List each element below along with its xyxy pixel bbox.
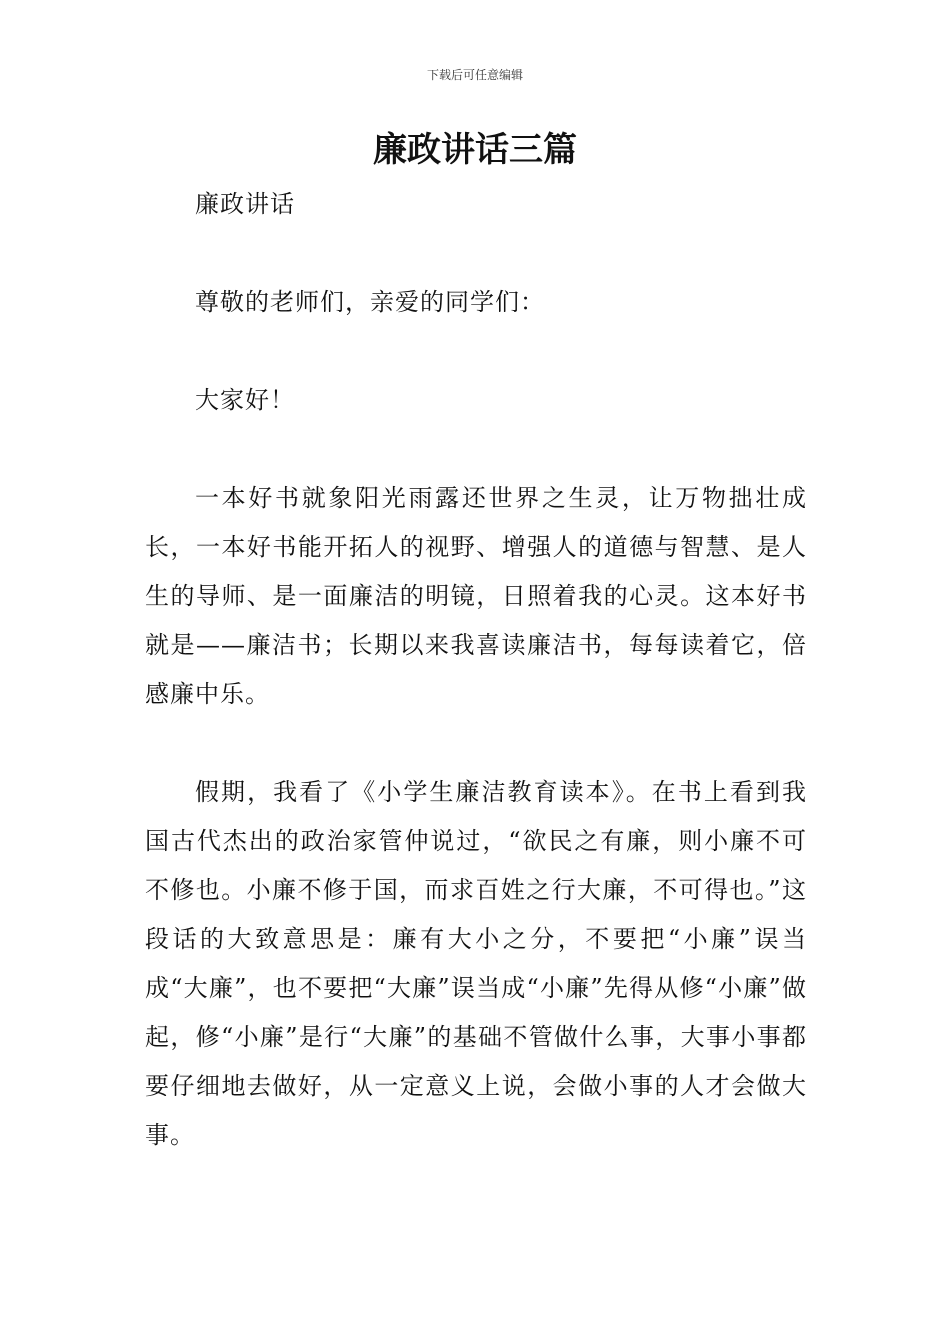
document-body bbox=[145, 180, 807, 1160]
paragraph-gap bbox=[145, 425, 807, 474]
header-note: 下载后可任意编辑 bbox=[426, 68, 523, 82]
salutation: 尊敬的老师们，亲爱的同学们： bbox=[195, 288, 545, 316]
paragraph-gap bbox=[145, 327, 807, 376]
document-title: 廉政讲话三篇 bbox=[373, 130, 577, 170]
body-paragraph: 一本好书就象阳光雨露还世界之生灵，让万物拙壮成长，一本好书能开拓人的视野、增强人的道德与智慧、是人生的导师、是一面廉洁的明镜，日照着我的心灵。这本好书就是——廉洁书；长期以来我喜读廉洁书，每每读着它，倍感廉中乐。 bbox=[145, 484, 807, 708]
paragraph-gap bbox=[145, 719, 807, 768]
section-heading: 廉政讲话 bbox=[195, 190, 295, 218]
greeting: 大家好！ bbox=[195, 386, 295, 414]
paragraph-gap bbox=[145, 229, 807, 278]
body-paragraph: 假期，我看了《小学生廉洁教育读本》。在书上看到我国古代杰出的政治家管仲说过，“欲民之有廉，则小廉不可不修也。小廉不修于国，而求百姓之行大廉，不可得也。”这段话的大致意思是：廉有大小之分，不要把“小廉”误当成“大廉”，也不要把“大廉”误当成“小廉”先得从修“小廉”做起，修“小廉”是行“大廉”的基础不管做什么事，大事小事都要仔细地去做好，从一定意义上说，会做小事的人才会做大事。 bbox=[145, 778, 807, 1149]
